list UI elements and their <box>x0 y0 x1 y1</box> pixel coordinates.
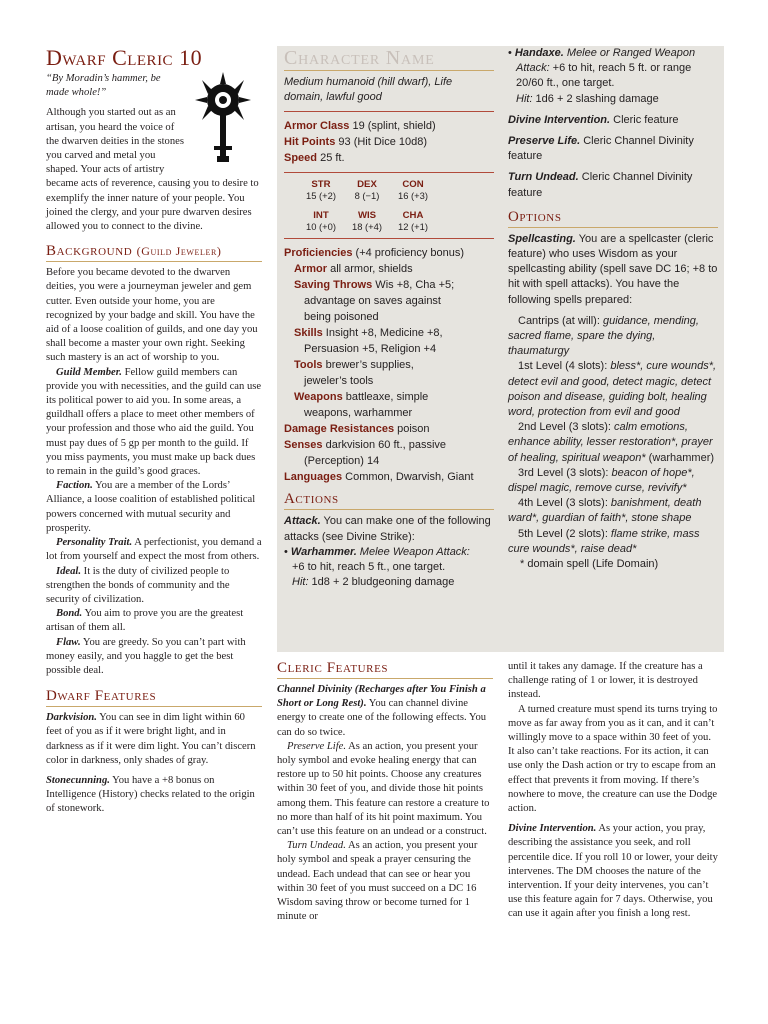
stat-block-column <box>284 46 494 590</box>
divider <box>284 238 494 239</box>
languages: Languages Common, Dwarvish, Giant <box>284 471 474 484</box>
character-name: Character Name <box>284 46 494 71</box>
weapons: Weapons battleaxe, simple <box>294 391 429 404</box>
personality-trait: Personality Trait. A perfectionist, you demand a lot from yourself and expect the most from others. <box>46 537 262 563</box>
proficiencies: Proficiencies (+4 proficiency bonus) <box>284 247 465 260</box>
quote: “By Moradin’s hammer, be made whole!” <box>46 73 161 99</box>
senses: Senses darkvision 60 ft., passive <box>284 439 447 452</box>
holy-symbol-icon <box>190 72 256 164</box>
divine-intervention-ref: Divine Intervention. Cleric feature <box>508 113 679 126</box>
speed: Speed 25 ft. <box>284 152 345 165</box>
saving-throws: Saving Throws Wis +8, Cha +5; <box>294 279 455 292</box>
cleric-features-column-2 <box>508 660 718 922</box>
domain-spell-note: * domain spell (Life Domain) <box>520 558 659 571</box>
ability-value: 10 (+0) <box>306 221 336 233</box>
handaxe-attack: Attack: +6 to hit, reach 5 ft. or range <box>516 62 692 75</box>
ability-name: STR <box>311 179 331 191</box>
options-column <box>508 46 718 572</box>
darkvision: Darkvision. You can see in dim light within 60 feet of you as if it were bright light, and in darkness as if it were dim light. You can’t discern color in darkness, only shades of gray. <box>46 712 256 766</box>
cleric-features-heading: Cleric Features <box>277 660 493 679</box>
background-text: Before you became devoted to the dwarven deities, you were a journeyman jeweler and gem cutter. Even outside your home, you are recognized by your badge and skill. You have the aid of a loose coalition of guilds, and one day you shall become a master your own right. Seeking such mastery is an act of worship to you. <box>46 267 258 364</box>
ability-scores <box>298 179 494 232</box>
turn-undead-cont: until it takes any damage. If the creature has a challenge rating of 1 or lower, it is destroyed instead. <box>508 661 703 701</box>
background-heading: Background (Guild Jeweler) <box>46 243 262 262</box>
page-title: Dwarf Cleric 10 <box>46 45 203 70</box>
ability-name: CHA <box>402 210 424 222</box>
intro-text: Although you started out as an artisan, you heard the voice of the dwarven deities in the stones you carved and metal you shaped. Your acts of artistry became acts of reverence, causing you to desire to exemplify the inner nature of your people. You joined the clergy, and your pure dwarven desires allowed you to connect to the divine. <box>46 107 259 233</box>
attack: Attack. You can make one of the following attacks (see Divine Strike): <box>284 515 491 543</box>
flaw: Flaw. You are greedy. So you can’t part with money easily, and you haggle to get the best possible deal. <box>46 636 246 676</box>
divider <box>284 172 494 173</box>
spells-level-1: 1st Level (4 slots): bless*, cure wounds*, detect evil and good, detect magic, detect poison and disease, guiding bolt, healing word, protection from evil and good <box>508 360 717 419</box>
ideal: Ideal. It is the duty of civilized people to strengthen the bonds of community and the security of civilization. <box>46 565 230 605</box>
damage-resistances: Damage Resistances poison <box>284 423 430 436</box>
turn-undead-ref: Turn Undead. Cleric Channel Divinity feature <box>508 171 693 199</box>
preserve-life-ref: Preserve Life. Cleric Channel Divinity feature <box>508 135 694 163</box>
guild-member: Guild Member. Fellow guild members can provide you with necessities, and the guild can use its political power to aid you. In some areas, a guildhall offers a place to meet other members of your profession and those who aid the guild. You must pay dues of 5 gp per month to the guild. If you miss payments, you must make up back dues to remain in the guild’s good graces. <box>46 366 262 478</box>
ability-value: 16 (+3) <box>398 190 428 202</box>
spells-level-5: 5th Level (2 slots): flame strike, mass cure wounds*, raise dead* <box>508 527 700 555</box>
actions-heading: Actions <box>284 491 494 510</box>
ability-value: 12 (+1) <box>398 221 428 233</box>
armor-class: Armor Class 19 (splint, shield) <box>284 120 436 133</box>
cantrips: Cantrips (at will): guidance, mending, sacred flame, spare the dying, thaumaturgy <box>508 314 699 358</box>
options-heading: Options <box>508 209 718 228</box>
skills-cont: Persuasion +5, Religion +4 <box>304 343 437 356</box>
ability-name: DEX <box>357 179 377 191</box>
handaxe-damage: Hit: 1d6 + 2 slashing damage <box>516 92 659 105</box>
spells-level-4: 4th Level (3 slots): banishment, death ward*, guardian of faith*, stone shape <box>508 497 702 525</box>
ability-name: WIS <box>357 210 377 222</box>
spells-level-2: 2nd Level (3 slots): calm emotions, enhance ability, lesser restoration*, prayer of healing, spiritual weapon* (warhammer) <box>508 421 715 464</box>
skills: Skills Insight +8, Medicine +8, <box>294 327 443 340</box>
senses-cont: (Perception) 14 <box>304 455 380 468</box>
handaxe-range: 20/60 ft., one target. <box>516 77 615 90</box>
saving-throws-cont: being poisoned <box>304 311 379 324</box>
armor-prof: Armor all armor, shields <box>294 263 413 276</box>
divider <box>284 111 494 112</box>
saving-throws-cont: advantage on saves against <box>304 295 441 308</box>
descriptor: Medium humanoid (hill dwarf), Life domain, lawful good <box>284 76 453 104</box>
preserve-life: Preserve Life. As an action, you present your holy symbol and evoke healing energy that can restore up to 50 hit points. Choose any creatures within 30 feet of you, and divide those hit points among them. This feature can restore a creature to no more than half of its hit point maximum. You can’t use this feature on an undead or a construct. <box>277 740 490 838</box>
ability-value: 15 (+2) <box>306 190 336 202</box>
weapons-cont: weapons, warhammer <box>304 407 413 420</box>
faction: Faction. You are a member of the Lords’ Alliance, a loose coalition of established political powers concerned with mutual security and prosperity. <box>46 480 256 534</box>
handaxe: • Handaxe. Melee or Ranged Weapon <box>508 47 696 59</box>
stonecunning: Stonecunning. You have a +8 bonus on Intelligence (History) checks related to the origin of stonework. <box>46 774 255 815</box>
hit-points: Hit Points 93 (Hit Dice 10d8) <box>284 136 428 149</box>
warhammer-hit-line: +6 to hit, reach 5 ft., one target. <box>292 561 446 574</box>
ability-value: 18 (+4) <box>352 221 382 233</box>
cleric-features-column <box>277 660 493 924</box>
dwarf-features-heading: Dwarf Features <box>46 688 262 707</box>
bond: Bond. You aim to prove you are the greatest artisan of them all. <box>46 608 244 634</box>
spells-level-3: 3rd Level (3 slots): beacon of hope*, dispel magic, remove curse, revivify* <box>508 466 695 495</box>
ability-name: CON <box>402 179 424 191</box>
column-left <box>46 46 262 817</box>
turn-undead: Turn Undead. As an action, you present your holy symbol and speak a prayer censuring the undead. Each undead that can see or hear you within 30 feet of you must succeed on a DC 16 Wisdom saving throw or become turned for 1 minute or <box>277 840 478 923</box>
tools: Tools brewer’s supplies, <box>294 359 414 372</box>
channel-divinity: Channel Divinity (Recharges after You Finish a Short or Long Rest). You can channel divine energy to create one of the following effects. You can do so twice. <box>277 684 487 738</box>
ability-value: 8 (−1) <box>354 190 380 202</box>
spellcasting: Spellcasting. You are a spellcaster (cleric feature) who uses Wisdom as your spellcasting ability (spell save DC 16; +8 to hit with spell attacks). You have the following spells prepared: <box>508 232 718 306</box>
tools-cont: jeweler’s tools <box>304 375 374 388</box>
warhammer-damage: Hit: 1d8 + 2 bludgeoning damage <box>292 576 455 589</box>
turned-creature: A turned creature must spend its turns trying to move as far away from you as it can, and it can’t willingly move to a space within 30 feet of you. It also can’t take reactions. For its action, it can use only the Dash action or try to escape from an effect that prevents it from moving. If there’s nowhere to move, the creature can use the Dodge action. <box>508 703 718 815</box>
warhammer: • Warhammer. Melee Weapon Attack: <box>284 545 470 558</box>
ability-name: INT <box>313 210 329 222</box>
divine-intervention: Divine Intervention. As your action, you pray, describing the assistance you seek, and roll percentile dice. If you roll 10 or lower, your deity intervenes. The DM chooses the nature of the intervention. If your deity intervenes, you can’t use this feature again for 7 days. Otherwise, you can use it again after you finish a long rest. <box>508 823 718 920</box>
